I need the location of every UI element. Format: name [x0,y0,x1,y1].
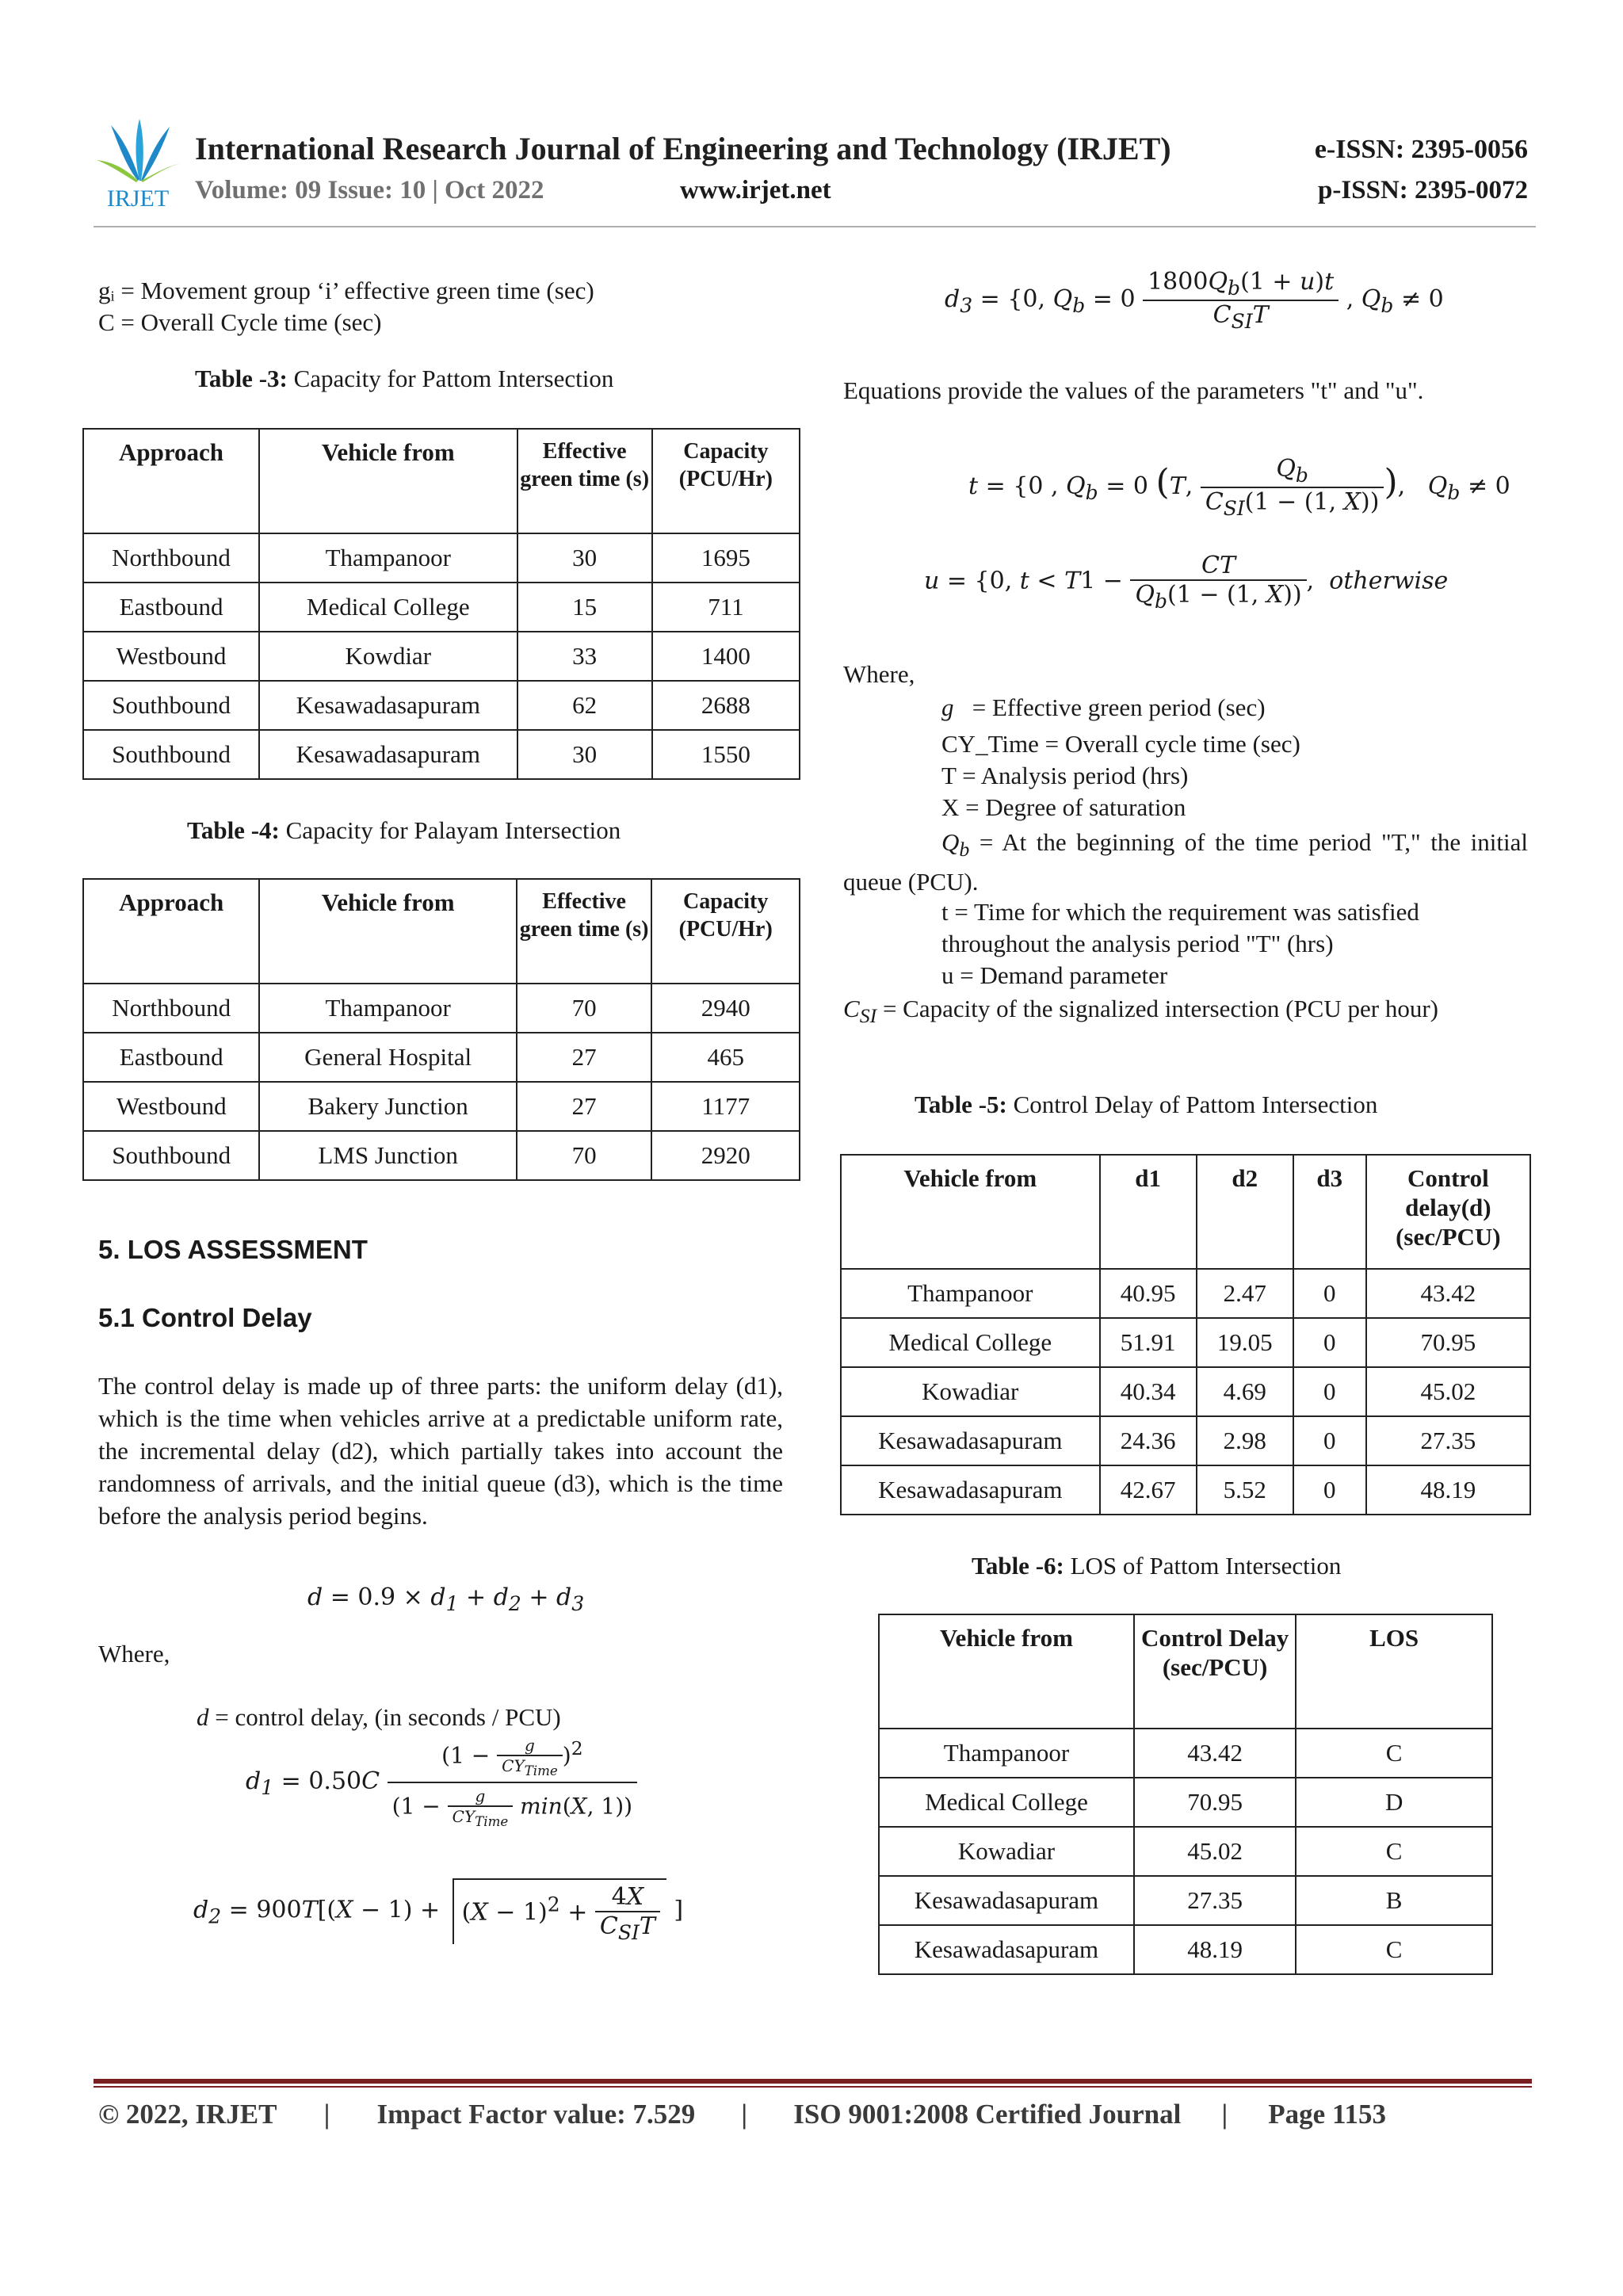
table-cell: 30 [517,730,652,779]
definition-t-line1: t = Time for which the requirement was satisfied [941,898,1419,926]
table-row [83,583,800,632]
table4-label: Table -4: [187,816,280,844]
section-heading-los: 5. LOS ASSESSMENT [98,1235,368,1264]
table-cell: 42.67 [1100,1465,1197,1515]
footer-separator: | [741,2099,748,2130]
subsection-heading-control-delay: 5.1 Control Delay [98,1303,312,1332]
table-header-cell: Control delay(d) (sec/PCU) [1366,1155,1530,1269]
definition-t-line2: throughout the analysis period "T" (hrs) [941,930,1334,957]
table-cell: Kesawadasapuram [879,1876,1134,1925]
table-header-cell: Approach [83,879,259,984]
table-cell: 45.02 [1134,1827,1296,1876]
journal-website-link[interactable]: www.irjet.net [680,176,831,204]
control-delay-paragraph: The control delay is made up of three parts: the uniform delay (d1), which is the time when vehicles arrive at a predictable uniform rate, the incremental delay (d2), which partially takes into account the randomness of arrivals, and the initial queue (d3), which is the time before the analysis period begins. [98,1372,783,1530]
table-row [83,533,800,583]
table-cell: 40.34 [1100,1367,1197,1416]
table-cell: 1400 [652,632,800,681]
table-cell: Kesawadasapuram [259,681,517,730]
definition-cy-time: CY_Time = Overall cycle time (sec) [941,730,1300,758]
footer-page-number: Page 1153 [1268,2099,1387,2130]
table-cell: General Hospital [259,1033,516,1082]
table-cell: 2940 [651,984,800,1033]
col-vehicle-from: Vehicle from [259,429,517,533]
table-row [841,1367,1530,1416]
eissn: e-ISSN: 2395-0056 [1314,135,1528,164]
table-cell: Bakery Junction [259,1082,516,1131]
table-row [879,1827,1492,1876]
table-row [841,1416,1530,1465]
table6-los-pattom [878,1614,1493,1975]
table-cell: 1695 [652,533,800,583]
table3-caption [195,365,613,393]
table6-label: Table -6: [972,1552,1064,1580]
equation-control-delay: $d = 0.9 \times d_1 + d_2 + d_3$ [307,1584,585,1615]
equation-d1: $d_1 = 0.50C$ (1 − $\frac{g}{CY_{Time}}$ )$^2$ (1 − $\frac{g}{CY_{Time}}$ min(X, 1)) [246,1736,637,1829]
table-cell: 62 [517,681,652,730]
footer-separator: | [323,2099,330,2130]
table-row [83,730,800,779]
table-header-cell: LOS [1296,1614,1492,1729]
table-cell: Medical College [879,1778,1134,1827]
table5-caption [915,1091,1377,1119]
table-cell: Kowadiar [879,1827,1134,1876]
table-row [879,1778,1492,1827]
table6-caption [972,1552,1341,1580]
equation-u: u = {0, t < T1 − $\frac{CT}{Q_b(1 - (1, X))}$ , otherwise [924,552,1449,613]
table5-caption-text: Control Delay of Pattom Intersection [1013,1091,1378,1118]
table-cell: Eastbound [83,583,259,632]
col-capacity: Capacity (PCU/Hr) [652,429,800,533]
table-cell: 70.95 [1366,1318,1530,1367]
table-cell: 43.42 [1134,1729,1296,1778]
table-cell: D [1296,1778,1492,1827]
table-header-cell: d2 [1197,1155,1293,1269]
table-cell: Kesawadasapuram [841,1416,1100,1465]
table-cell: 2.47 [1197,1269,1293,1318]
table-header-cell: Vehicle from [259,879,516,984]
table-cell: 1177 [651,1082,800,1131]
table-row [879,1876,1492,1925]
table-cell: Kesawadasapuram [879,1925,1134,1974]
where-label-right: Where, [843,660,915,688]
table-cell: 27 [517,1033,652,1082]
footer-copyright: © 2022, IRJET [98,2099,277,2130]
footer-rule [94,2079,1532,2084]
table-row [83,1131,800,1180]
table-cell: 2.98 [1197,1416,1293,1465]
table-cell: 48.19 [1134,1925,1296,1974]
equation-d3: $d_3 = \{0$, $Q_b = 0$ $\frac{1800Q_b(1 + u)t}{C_{SI}T}$ , $Q_b \ne 0$ [945,268,1444,333]
table-cell: 15 [517,583,652,632]
table-cell: LMS Junction [259,1131,516,1180]
table-cell: Southbound [83,681,259,730]
definition-t-period: T = Analysis period (hrs) [941,762,1189,789]
table-cell: Thampanoor [259,533,517,583]
table-header-row [841,1155,1530,1269]
table-cell: Medical College [841,1318,1100,1367]
table-cell: 30 [517,533,652,583]
table-cell: Westbound [83,632,259,681]
table-cell: Thampanoor [879,1729,1134,1778]
table-header-cell: Control Delay (sec/PCU) [1134,1614,1296,1729]
table-header-cell: Vehicle from [879,1614,1134,1729]
table-cell: Kesawadasapuram [259,730,517,779]
table-cell: Kowadiar [841,1367,1100,1416]
definition-gi: gᵢ = Movement group ‘i’ effective green time (sec) [98,277,594,304]
table5-label: Table -5: [915,1091,1007,1118]
table4-caption-text: Capacity for Palayam Intersection [285,816,621,844]
table-header-cell: Capacity (PCU/Hr) [651,879,800,984]
equation-d2: $d_2 = 900T[(X - 1) + (X - 1)^2$ + $\frac{4X}{C_{SI}T}$ ] [193,1878,683,1944]
table-cell: C [1296,1827,1492,1876]
table-cell: 27.35 [1366,1416,1530,1465]
table-row [841,1465,1530,1515]
table-cell: 70.95 [1134,1778,1296,1827]
table-header-cell: d3 [1293,1155,1366,1269]
table4-caption [187,816,621,845]
table-cell: 40.95 [1100,1269,1197,1318]
table-cell: Kesawadasapuram [841,1465,1100,1515]
table-row [841,1318,1530,1367]
table-row [879,1925,1492,1974]
table4-capacity-palayam [82,878,800,1181]
table-cell: 27.35 [1134,1876,1296,1925]
col-approach: Approach [83,429,259,533]
table-cell: 5.52 [1197,1465,1293,1515]
table-cell: 0 [1293,1318,1366,1367]
equation-t: t = {0 , $Q_b = 0$ (T, $\frac{Q_b}{C_{SI}(1 - (1, X))}$ ), $Q_b \ne 0$ [968,455,1510,520]
table-row [83,1082,800,1131]
table-cell: 711 [652,583,800,632]
footer-impact-factor: Impact Factor value: 7.529 [376,2099,696,2130]
header-rule [94,226,1536,227]
page-footer [98,2099,1386,2130]
table-cell: Kowdiar [259,632,517,681]
journal-title: International Research Journal of Engineering and Technology (IRJET) [195,131,1171,166]
table-cell: 24.36 [1100,1416,1197,1465]
logo-text: IRJET [106,185,170,212]
definition-d: d = control delay, (in seconds / PCU) [197,1703,561,1731]
table-cell: Northbound [83,533,259,583]
definition-qb: $Q_b = At$ the beginning of the time period "T," the initial queue (PCU). [843,828,1528,896]
table-cell: 0 [1293,1465,1366,1515]
table3-label: Table -3: [195,365,288,392]
table-header-cell: Vehicle from [841,1155,1100,1269]
table-row [879,1729,1492,1778]
table-cell: Eastbound [83,1033,259,1082]
table-cell: Thampanoor [841,1269,1100,1318]
table-row [83,1033,800,1082]
definition-g: g = Effective green period (sec) [941,693,1266,721]
volume-issue: Volume: 09 Issue: 10 | Oct 2022 [195,176,544,204]
table-cell: Westbound [83,1082,259,1131]
table-cell: 33 [517,632,652,681]
table-header-row [83,879,800,984]
table-cell: 70 [517,1131,652,1180]
table-cell: 43.42 [1366,1269,1530,1318]
table-cell: Medical College [259,583,517,632]
footer-rule-thin [94,2086,1532,2088]
table-cell: 2920 [651,1131,800,1180]
table-cell: 0 [1293,1416,1366,1465]
footer-iso: ISO 9001:2008 Certified Journal [793,2099,1182,2130]
table-header-cell: d1 [1100,1155,1197,1269]
table-header-cell: Effective green time (s) [517,879,652,984]
definition-c: C = Overall Cycle time (sec) [98,308,382,336]
equation-intro-paragraph: Equations provide the values of the parameters "t" and "u". [843,376,1424,404]
definition-csi: $C_{SI}$ = Capacity of the signalized intersection (PCU per hour) [843,995,1438,1028]
table-cell: Southbound [83,730,259,779]
table-cell: 2688 [652,681,800,730]
footer-separator: | [1221,2099,1228,2130]
table-cell: 0 [1293,1367,1366,1416]
table-row [83,984,800,1033]
table3-caption-text: Capacity for Pattom Intersection [293,365,614,392]
table-cell: 27 [517,1082,652,1131]
irjet-logo [94,117,182,212]
table-cell: 51.91 [1100,1318,1197,1367]
table-cell: C [1296,1925,1492,1974]
definition-u: u = Demand parameter [941,961,1168,989]
table-cell: 19.05 [1197,1318,1293,1367]
table-cell: Southbound [83,1131,259,1180]
table-header-row [83,429,800,533]
table-cell: 45.02 [1366,1367,1530,1416]
where-label-left: Where, [98,1640,170,1668]
table-cell: 48.19 [1366,1465,1530,1515]
table-cell: Northbound [83,984,259,1033]
table3-capacity-pattom [82,428,800,780]
table-row [841,1269,1530,1318]
pissn: p-ISSN: 2395-0072 [1318,176,1528,204]
table-cell: 4.69 [1197,1367,1293,1416]
table-cell: 70 [517,984,652,1033]
table5-control-delay-pattom [840,1154,1531,1515]
definition-x: X = Degree of saturation [941,793,1186,821]
table-header-row [879,1614,1492,1729]
table-cell: Thampanoor [259,984,516,1033]
table-cell: 0 [1293,1269,1366,1318]
col-effective-green: Effective green time (s) [517,429,652,533]
table-row [83,632,800,681]
table-cell: B [1296,1876,1492,1925]
table-cell: 465 [651,1033,800,1082]
table6-caption-text: LOS of Pattom Intersection [1070,1552,1342,1580]
table-cell: 1550 [652,730,800,779]
table-cell: C [1296,1729,1492,1778]
table-row [83,681,800,730]
